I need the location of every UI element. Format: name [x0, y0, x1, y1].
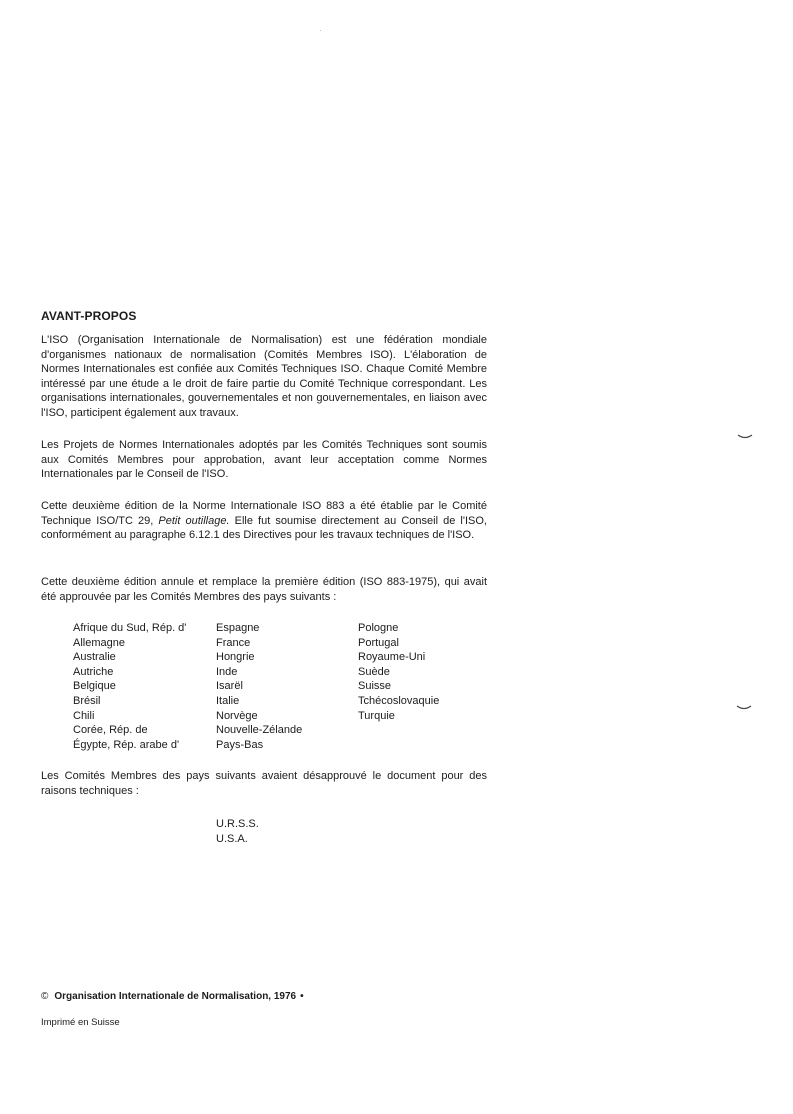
bullet-icon: •: [300, 991, 304, 1002]
approving-countries-column-3: [358, 621, 439, 723]
country-item: Hongrie: [216, 651, 255, 664]
country-item: Corée, Rép. de: [73, 724, 148, 737]
approving-countries-column-1: [73, 621, 186, 752]
country-item: Norvège: [216, 709, 258, 722]
copyright-line: [41, 991, 304, 1002]
country-item: Australie: [73, 651, 116, 664]
country-item: Brésil: [73, 694, 101, 707]
country-item: Allemagne: [73, 636, 125, 649]
disapproving-countries-list: [216, 817, 259, 846]
approving-countries-column-2: [216, 621, 302, 752]
paragraph-disapproved: Les Comités Membres des pays suivants avaient désapprouvé le document pour des raisons techniques :: [41, 770, 487, 797]
country-item: Chili: [73, 709, 95, 722]
country-item: Suède: [358, 665, 390, 678]
page-heading: AVANT-PROPOS: [41, 309, 137, 323]
country-item: Égypte, Rép. arabe d': [73, 738, 180, 751]
country-item: Afrique du Sud, Rép. d': [73, 622, 187, 634]
country-item: Portugal: [358, 636, 399, 649]
country-item: U.S.A.: [216, 832, 248, 845]
country-item: Belgique: [73, 680, 116, 693]
scan-speck: [320, 30, 321, 31]
paragraph-iso-intro: L'ISO (Organisation Internationale de Normalisation) est une fédération mondiale d'organismes nationaux de normalisation (Comités Membres ISO). L'élaboration de Normes Internationales est confiée aux Comités Techniques ISO. Chaque Comité Membre intéressé par une étude a le droit de faire partie du Comité Technique correspondant. Les organisations internationales, gouvernementales et non gouvernementales, en liaison avec l'ISO, participent également aux travaux.: [41, 334, 487, 419]
margin-mark-icon: [736, 704, 752, 710]
p3-committee-title: Petit outillage.: [158, 514, 230, 527]
paragraph-drafts: Les Projets de Normes Internationales adoptés par les Comités Techniques sont soumis aux Comités Membres pour approbation, avant leur acceptation comme Normes Internationales par le Conseil de l'ISO.: [41, 439, 487, 481]
country-item: Autriche: [73, 665, 114, 678]
country-item: U.R.S.S.: [216, 818, 259, 830]
country-item: Royaume-Uni: [358, 651, 426, 664]
country-item: Espagne: [216, 622, 260, 634]
country-item: Tchécoslovaquie: [358, 694, 440, 707]
printed-in: Imprimé en Suisse: [41, 1017, 120, 1028]
country-item: Suisse: [358, 680, 392, 693]
margin-mark-icon: [737, 433, 753, 439]
paragraph-replaces: Cette deuxième édition annule et remplace la première édition (ISO 883-1975), qui avait été approuvée par les Comités Membres des pays suivants :: [41, 576, 487, 603]
p3-text-before: Cette deuxième édition de la Norme Internationale ISO 883 a été établie par le Comité Technique ISO/TC 29,: [41, 500, 487, 527]
p3-text-after: Elle fut soumise directement au Conseil de l'ISO, conformément au paragraphe 6.12.1 des Directives pour les travaux techniques de l'ISO.: [41, 514, 487, 542]
country-item: Nouvelle-Zélande: [216, 724, 303, 737]
copyright-text: Organisation Internationale de Normalisation, 1976: [54, 991, 297, 1002]
country-item: Pays-Bas: [216, 738, 264, 751]
country-item: Inde: [216, 665, 238, 678]
country-item: Isarël: [216, 680, 243, 693]
country-item: Turquie: [358, 709, 395, 722]
country-item: France: [216, 636, 251, 649]
copyright-icon: ©: [41, 991, 49, 1002]
country-item: Italie: [216, 694, 240, 707]
paragraph-second-edition: [41, 499, 487, 543]
country-item: Pologne: [358, 622, 399, 634]
